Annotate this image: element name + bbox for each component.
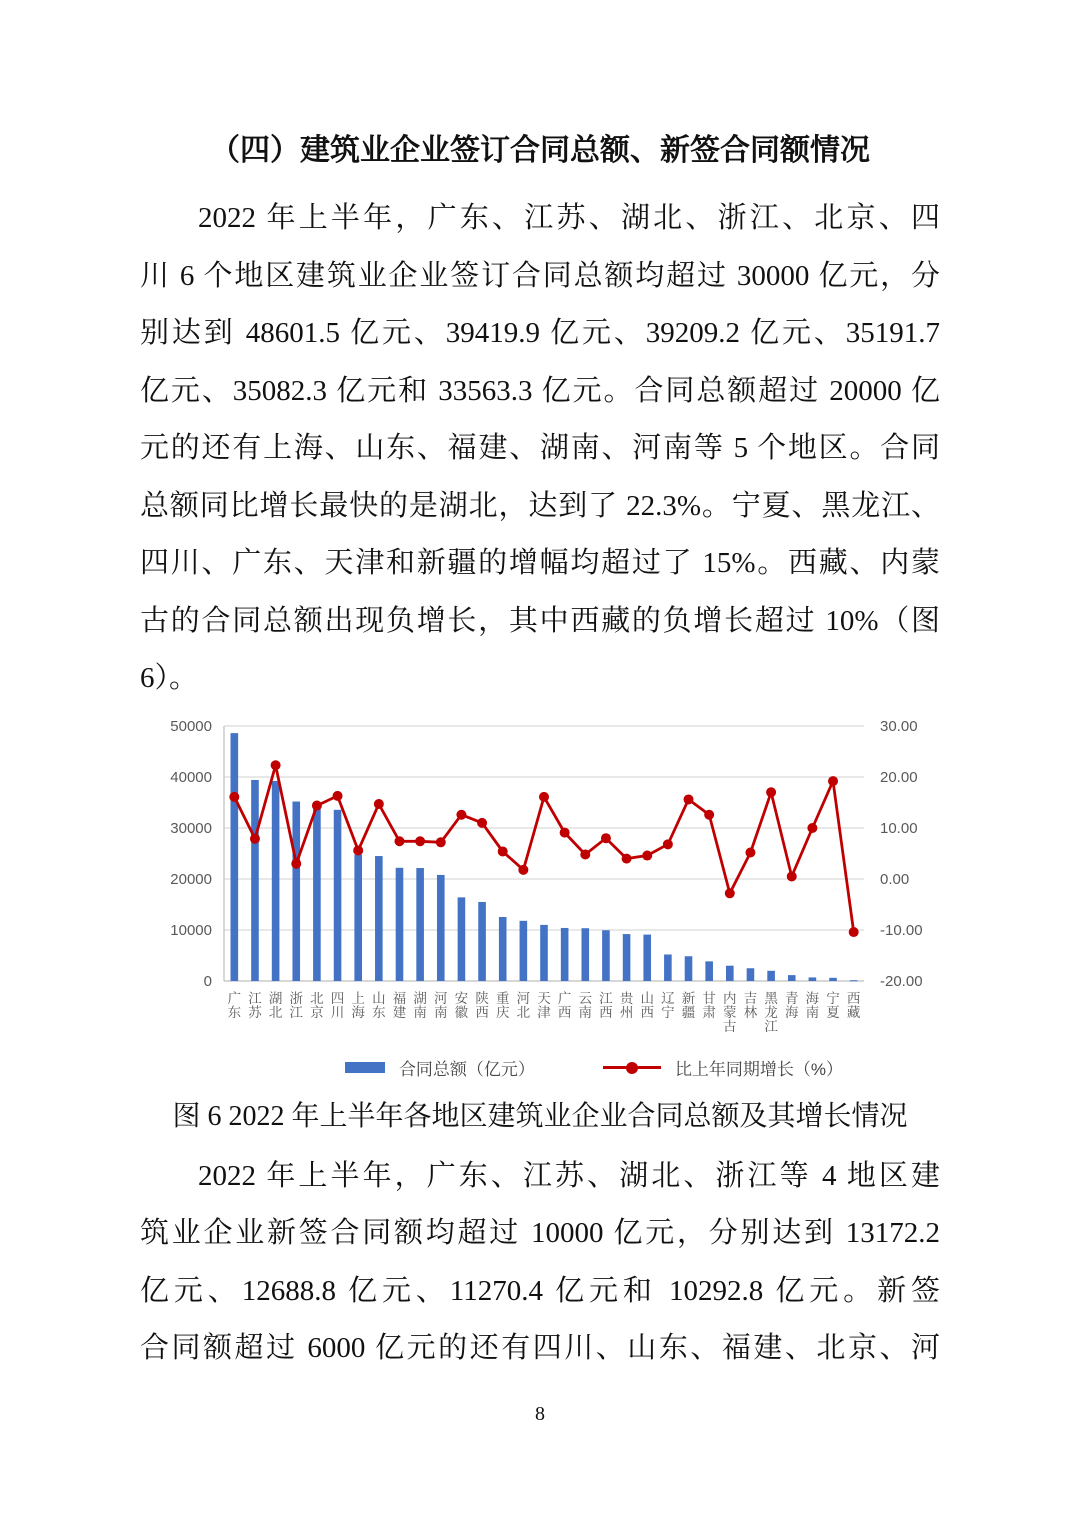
left-axis-tick-label: 30000 — [170, 819, 212, 837]
x-axis-label: 重庆 — [495, 990, 510, 1020]
growth-marker-江西 — [601, 833, 611, 843]
x-axis-label: 山东 — [372, 990, 386, 1020]
paragraph-2 — [140, 1148, 940, 1378]
text-line: 川 6 个地区建筑业企业签订合同总额均超过 30000 亿元，分 — [140, 259, 940, 292]
growth-marker-安徽 — [456, 809, 466, 819]
bar-安徽 — [458, 897, 466, 981]
growth-marker-黑龙江 — [766, 787, 776, 797]
x-axis-label: 北京 — [310, 990, 324, 1020]
bar-贵州 — [623, 934, 631, 981]
x-axis-label: 浙江 — [289, 990, 304, 1020]
x-axis-label: 宁夏 — [826, 990, 840, 1020]
x-axis-label: 吉林 — [743, 990, 758, 1020]
legend-bar-label: 合同总额（亿元） — [398, 1060, 535, 1079]
bar-浙江 — [292, 801, 300, 980]
x-axis-label: 甘肃 — [702, 990, 716, 1020]
text-line: 别达到 48601.5 亿元、39419.9 亿元、39209.2 亿元、35191.7 — [140, 317, 940, 349]
text-line: 6）。 — [140, 662, 199, 694]
growth-marker-福建 — [394, 836, 404, 846]
bar-宁夏 — [829, 977, 837, 980]
growth-marker-上海 — [353, 845, 363, 855]
x-axis-label: 福建 — [392, 990, 407, 1020]
bar-辽宁 — [664, 954, 672, 981]
page-number: 8 — [535, 1402, 545, 1425]
text-line: 亿元、35082.3 亿元和 33563.3 亿元。合同总额超过 20000 亿 — [140, 374, 940, 407]
bar-四川 — [334, 809, 342, 980]
growth-marker-吉林 — [745, 847, 755, 857]
x-axis-label: 天津 — [537, 990, 551, 1020]
right-axis-tick-label: -20.00 — [880, 972, 923, 990]
growth-marker-西藏 — [849, 927, 859, 937]
bar-重庆 — [499, 916, 507, 980]
text-line: 2022 年上半年，广东、江苏、湖北、浙江、北京、四 — [198, 202, 940, 234]
growth-marker-云南 — [580, 849, 590, 859]
bar-内蒙古 — [726, 965, 734, 980]
right-axis-tick-label: 10.00 — [880, 819, 918, 837]
x-axis-label: 江苏 — [248, 990, 262, 1020]
growth-line — [234, 765, 853, 932]
legend-line-label: 比上年同期增长（%） — [674, 1060, 844, 1079]
right-axis-tick-label: 30.00 — [880, 717, 918, 735]
bar-江苏 — [251, 779, 259, 980]
left-axis-tick-label: 50000 — [170, 717, 212, 735]
x-axis-label: 上海 — [351, 990, 365, 1020]
x-axis-label: 山西 — [640, 990, 654, 1020]
bar-天津 — [540, 924, 548, 980]
growth-marker-陕西 — [477, 817, 487, 827]
bar-广东 — [231, 733, 239, 981]
text-line: 合同额超过 6000 亿元的还有四川、山东、福建、北京、河 — [140, 1332, 940, 1364]
x-axis-label: 安徽 — [454, 990, 469, 1020]
x-axis-label: 内蒙古 — [723, 990, 737, 1034]
growth-marker-宁夏 — [828, 776, 838, 786]
x-axis-label: 四川 — [330, 990, 345, 1020]
growth-marker-浙江 — [291, 858, 301, 868]
bar-上海 — [354, 854, 362, 980]
growth-marker-辽宁 — [663, 839, 673, 849]
bar-江西 — [602, 930, 610, 981]
x-axis-label: 河南 — [434, 990, 448, 1020]
chart-legend — [146, 1054, 976, 1082]
growth-marker-河北 — [518, 864, 528, 874]
growth-marker-河南 — [436, 837, 446, 847]
bar-河南 — [437, 874, 445, 980]
bar-河北 — [520, 920, 528, 980]
bar-吉林 — [747, 968, 755, 981]
x-axis-label: 贵州 — [619, 990, 634, 1020]
text-line: 2022 年上半年，广东、江苏、湖北、浙江等 4 地区建 — [198, 1159, 940, 1192]
text-line: 筑业企业新签合同额均超过 10000 亿元，分别达到 13172.2 — [140, 1217, 940, 1249]
bar-青海 — [788, 975, 796, 981]
x-axis-label: 青海 — [784, 990, 799, 1020]
x-axis-label: 湖北 — [268, 990, 283, 1020]
growth-marker-内蒙古 — [725, 888, 735, 898]
bar-新疆 — [685, 956, 693, 981]
growth-marker-广西 — [560, 827, 570, 837]
text-line: 四川、广东、天津和新疆的增幅均超过了 15%。西藏、内蒙 — [140, 547, 940, 579]
bar-黑龙江 — [767, 970, 775, 980]
bar-山东 — [375, 856, 383, 981]
x-axis-label: 新疆 — [681, 990, 696, 1020]
bar-湖北 — [272, 781, 280, 981]
growth-marker-贵州 — [622, 853, 632, 863]
x-axis-label: 陕西 — [475, 990, 489, 1020]
legend-line-marker — [626, 1062, 638, 1074]
figure-6-chart — [146, 714, 976, 1082]
text-line: 古的合同总额出现负增长，其中西藏的负增长超过 10%（图 — [140, 604, 940, 637]
bar-北京 — [313, 802, 321, 981]
growth-marker-广东 — [229, 791, 239, 801]
paragraph-1 — [140, 190, 940, 708]
growth-marker-山西 — [642, 850, 652, 860]
x-axis-label: 江西 — [599, 990, 613, 1020]
bar-海南 — [809, 977, 817, 981]
x-axis-label: 广西 — [557, 990, 572, 1020]
figure-6-chart-svg — [146, 714, 976, 1054]
growth-marker-重庆 — [498, 846, 508, 856]
x-axis-label: 海南 — [805, 990, 820, 1020]
legend-line-swatch — [603, 1061, 661, 1074]
text-line: 亿元、12688.8 亿元、11270.4 亿元和 10292.8 亿元。新签 — [140, 1274, 940, 1307]
text-line: 元的还有上海、山东、福建、湖南、河南等 5 个地区。合同 — [140, 432, 940, 464]
growth-marker-山东 — [374, 799, 384, 809]
x-axis-label: 西藏 — [846, 990, 861, 1020]
left-axis-tick-label: 20000 — [170, 870, 212, 888]
bar-云南 — [581, 928, 589, 981]
right-axis-tick-label: -10.00 — [880, 921, 923, 939]
x-axis-label: 广东 — [227, 990, 242, 1020]
right-axis-tick-label: 0.00 — [880, 870, 910, 888]
bar-福建 — [396, 867, 404, 980]
x-axis-label: 辽宁 — [661, 990, 675, 1020]
growth-marker-湖南 — [415, 836, 425, 846]
growth-marker-甘肃 — [704, 809, 714, 819]
x-axis-label: 湖南 — [413, 990, 427, 1020]
legend-bar-swatch — [345, 1062, 385, 1073]
growth-marker-青海 — [787, 871, 797, 881]
section-heading: （四）建筑业企业签订合同总额、新签合同额情况 — [210, 134, 870, 167]
growth-marker-湖北 — [271, 760, 281, 770]
bar-广西 — [561, 927, 569, 980]
bar-陕西 — [478, 901, 486, 980]
left-axis-tick-label: 40000 — [170, 768, 212, 786]
growth-marker-海南 — [807, 823, 817, 833]
right-axis-tick-label: 20.00 — [880, 768, 918, 786]
x-axis-label: 云南 — [578, 990, 593, 1020]
bar-西藏 — [850, 980, 858, 981]
bar-湖南 — [416, 868, 424, 981]
bar-甘肃 — [705, 961, 713, 981]
bar-山西 — [643, 934, 651, 980]
text-line: 总额同比增长最快的是湖北，达到了 22.3%。宁夏、黑龙江、 — [140, 489, 940, 522]
growth-marker-天津 — [539, 791, 549, 801]
growth-marker-北京 — [312, 800, 322, 810]
x-axis-label: 黑龙江 — [764, 990, 778, 1034]
growth-marker-四川 — [333, 790, 343, 800]
growth-marker-江苏 — [250, 833, 260, 843]
figure-caption: 图 6 2022 年上半年各地区建筑业企业合同总额及其增长情况 — [172, 1100, 908, 1132]
left-axis-tick-label: 0 — [203, 972, 212, 990]
growth-marker-新疆 — [684, 794, 694, 804]
left-axis-tick-label: 10000 — [170, 921, 212, 939]
x-axis-label: 河北 — [516, 990, 531, 1020]
